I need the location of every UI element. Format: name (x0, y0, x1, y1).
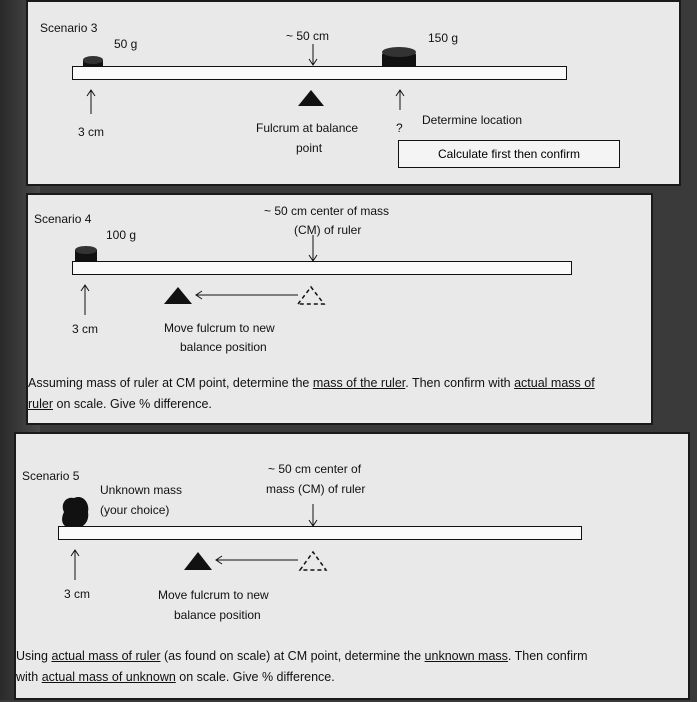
question-mark: ? (396, 121, 403, 135)
ruler-bar (72, 261, 572, 275)
scenario-title: Scenario 3 (40, 21, 98, 35)
determine-label: Determine location (422, 113, 523, 127)
fulcrum-icon (298, 90, 324, 106)
instructions: Using actual mass of ruler (as found on scale) at CM point, determine the unknown mass. Then confirm with actual mass of unknown on scale. Give % difference. (16, 649, 588, 684)
ruler-bar (58, 526, 582, 540)
mass-left-label: 50 g (114, 37, 138, 51)
left-position-label: 3 cm (78, 125, 105, 139)
unknown-mass-label-line2: (your choice) (100, 503, 170, 517)
move-label-line1: Move fulcrum to new (164, 321, 275, 335)
scenario-title: Scenario 4 (34, 212, 92, 226)
center-label-line1: ~ 50 cm center of mass (264, 204, 390, 218)
scenario-5-panel (14, 432, 690, 700)
left-position-label: 3 cm (64, 587, 91, 601)
mass-label: 100 g (106, 228, 137, 242)
left-position-label: 3 cm (72, 322, 99, 336)
mass-right-label: 150 g (428, 31, 459, 45)
ruler-bar (72, 66, 567, 80)
calculate-button[interactable]: Calculate first then confirm (398, 140, 620, 168)
new-fulcrum-outline-icon (300, 552, 326, 570)
fulcrum-label-line2: point (296, 141, 323, 155)
new-fulcrum-outline-icon (298, 287, 324, 304)
fulcrum-icon (184, 552, 212, 570)
center-label-line2: (CM) of ruler (294, 223, 362, 237)
unknown-mass-label-line1: Unknown mass (100, 483, 183, 497)
fulcrum-label-line1: Fulcrum at balance (256, 121, 359, 135)
move-label-line2: balance position (180, 340, 267, 354)
center-label-line2: mass (CM) of ruler (266, 482, 366, 496)
unknown-mass-icon (62, 497, 88, 528)
move-label-line2: balance position (174, 608, 261, 622)
instructions: Assuming mass of ruler at CM point, determine the mass of the ruler. Then confirm with actual mass of ruler on scale. Give % difference. (28, 376, 595, 411)
move-label-line1: Move fulcrum to new (158, 588, 269, 602)
scenario-4-panel (26, 193, 653, 425)
scenario-3-panel (26, 0, 681, 186)
scenario-title: Scenario 5 (22, 469, 80, 483)
center-label-line1: ~ 50 cm center of (268, 462, 362, 476)
center-label: ~ 50 cm (286, 29, 330, 43)
fulcrum-icon (164, 287, 192, 304)
